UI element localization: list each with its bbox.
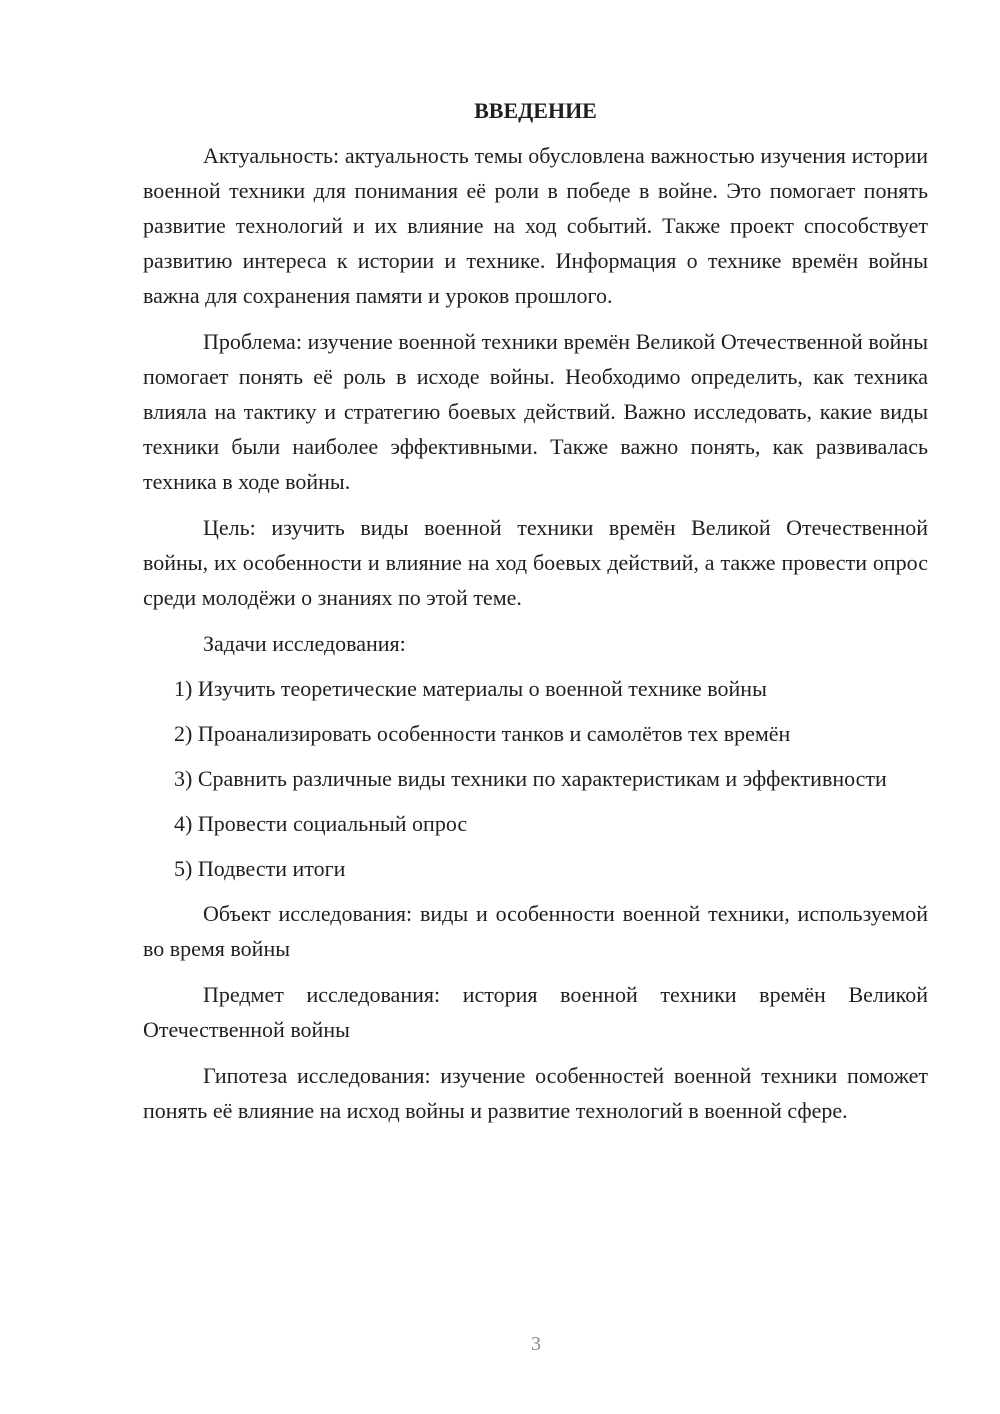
task-item: 3) Сравнить различные виды техники по характеристикам и эффективности bbox=[174, 766, 887, 791]
object-paragraph: Объект исследования: виды и особенности военной техники, используемой во время войны bbox=[143, 901, 928, 961]
problem-paragraph: Проблема: изучение военной техники времён Великой Отечественной войны помогает понять её роль в исходе войны. Необходимо определить, как техника влияла на тактику и стратегию боевых действий. Важно исследовать, какие виды техники были наиболее эффективными. Также важно понять, как развивалась техника в ходе войны. bbox=[143, 329, 928, 494]
page-title: ВВЕДЕНИЕ bbox=[474, 98, 597, 123]
hypothesis-paragraph: Гипотеза исследования: изучение особенностей военной техники поможет понять её влияние на исход войны и развитие технологий в военной сфере. bbox=[143, 1063, 928, 1123]
page-content bbox=[143, 96, 928, 1139]
task-item: 4) Провести социальный опрос bbox=[174, 811, 468, 836]
goal-paragraph: Цель: изучить виды военной техники времён Великой Отечественной войны, их особенности и влияние на ход боевых действий, а также провести опрос среди молодёжи о знаниях по этой теме. bbox=[143, 515, 928, 610]
task-item: 5) Подвести итоги bbox=[174, 856, 346, 881]
tasks-heading: Задачи исследования: bbox=[203, 631, 406, 656]
relevance-paragraph: Актуальность: актуальность темы обусловлена важностью изучения истории военной техники для понимания её роли в победе в войне. Это помогает понять развитие технологий и их влияние на ход событий. Также проект способствует развитию интереса к истории и технике. Информация о технике времён войны важна для сохранения памяти и уроков прошлого. bbox=[143, 143, 928, 308]
page-number: 3 bbox=[531, 1333, 541, 1355]
subject-paragraph: Предмет исследования: история военной техники времён Великой Отечественной войны bbox=[143, 982, 928, 1042]
task-item: 2) Проанализировать особенности танков и самолётов тех времён bbox=[174, 721, 791, 746]
task-item: 1) Изучить теоретические материалы о военной технике войны bbox=[174, 676, 767, 701]
